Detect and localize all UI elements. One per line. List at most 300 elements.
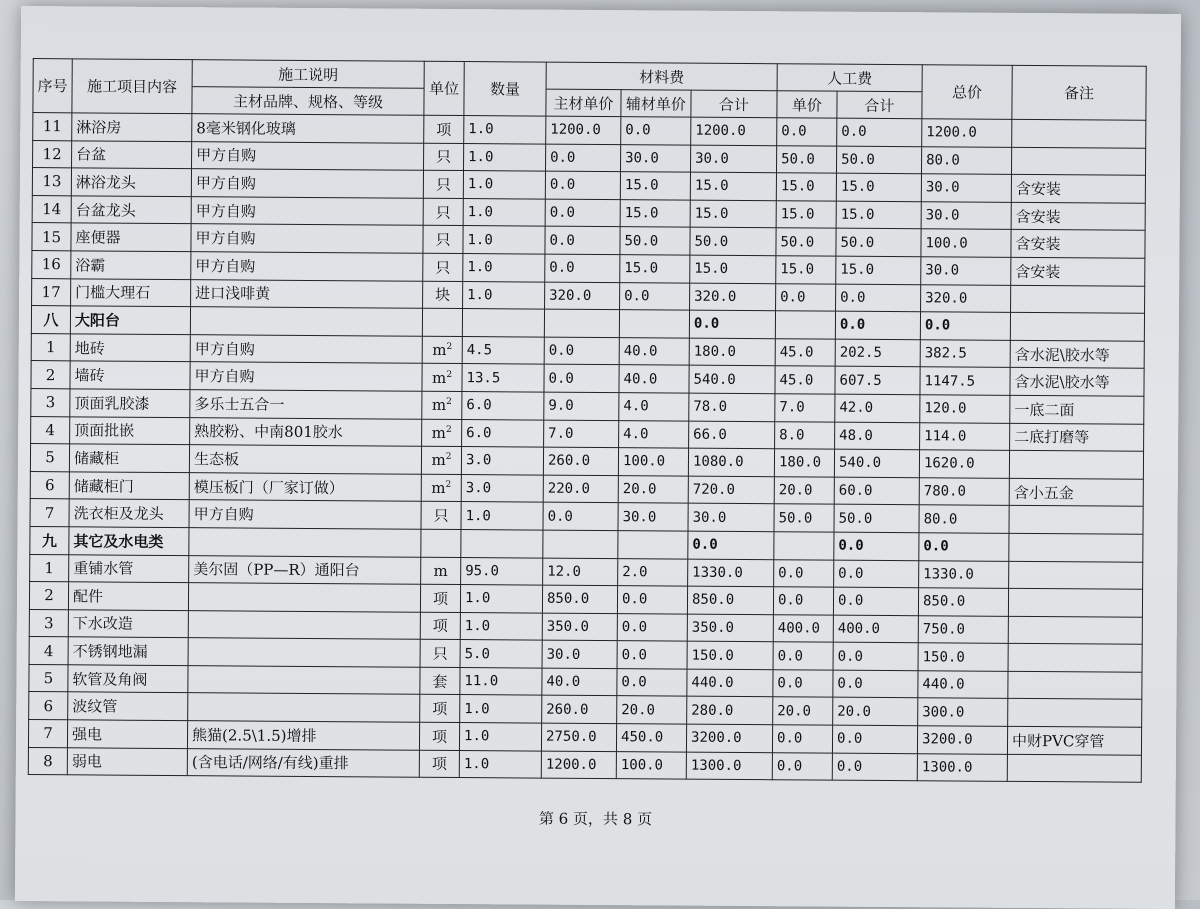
cell-remark — [1007, 754, 1141, 783]
cell-total-text: 1300.0 — [921, 759, 973, 776]
cell-total — [922, 146, 1012, 174]
cell-main-price — [543, 502, 618, 530]
cell-seq — [33, 113, 72, 141]
cell-unit-text: 套 — [432, 672, 448, 691]
cell-main-price — [542, 640, 617, 668]
cell-total — [919, 450, 1009, 478]
cell-main-price — [543, 530, 618, 558]
cell-qty-text: 1.0 — [467, 231, 493, 248]
cell-labor-price — [776, 201, 836, 229]
cell-seq-text: 8 — [43, 752, 53, 771]
header-labor: 人工费 — [777, 64, 922, 92]
cell-qty — [463, 226, 545, 254]
cell-unit — [420, 667, 460, 695]
cell-remark — [1008, 616, 1142, 645]
unit-superscript: 2 — [446, 369, 453, 380]
cell-main-price-text: 30.0 — [546, 646, 581, 663]
cell-total — [918, 615, 1008, 643]
cell-seq — [30, 444, 69, 472]
cell-labor-price-text: 8.0 — [779, 427, 805, 444]
cell-aux-price — [620, 255, 690, 283]
cell-labor-total-text: 20.0 — [837, 703, 872, 720]
cell-labor-price — [774, 532, 834, 560]
cell-seq-text: 4 — [43, 641, 54, 660]
cell-labor-total — [836, 284, 921, 312]
cell-material-total-text: 0.0 — [692, 536, 718, 554]
cell-total — [920, 339, 1010, 367]
cell-unit — [420, 584, 460, 612]
cell-remark — [1008, 644, 1142, 673]
cell-labor-price — [775, 421, 835, 449]
cell-total — [921, 257, 1011, 285]
cell-material-total-text: 1200.0 — [695, 122, 746, 140]
cell-material-total — [691, 117, 777, 145]
cell-qty-text: 95.0 — [465, 562, 499, 580]
cell-aux-price — [617, 696, 687, 724]
cell-aux-price — [616, 724, 686, 752]
cell-remark — [1011, 230, 1145, 259]
cell-material-total-text: 15.0 — [694, 260, 729, 278]
cell-desc — [191, 196, 423, 225]
cell-qty — [460, 695, 542, 723]
cell-labor-total — [835, 366, 920, 394]
page-number: 第 6 页，共 8 页 — [538, 809, 653, 829]
cell-unit-text: 项 — [436, 120, 452, 139]
cell-total-text: 80.0 — [926, 152, 960, 169]
cell-qty-text: 1.0 — [464, 618, 491, 635]
cell-main-price-text: 1200.0 — [550, 121, 601, 139]
cell-desc-text: 甲方自购 — [193, 505, 254, 524]
cell-item-text: 重铺水管 — [73, 559, 134, 579]
cell-main-price — [545, 254, 620, 282]
cell-seq-text: 17 — [41, 282, 61, 302]
cell-item-text: 强电 — [72, 725, 103, 744]
cell-desc-text: 多乐士五合一 — [194, 394, 285, 414]
cell-unit — [419, 750, 459, 778]
cell-desc-text: 模压板门（厂家订做） — [193, 477, 344, 497]
cell-desc-text: 甲方自购 — [194, 367, 255, 386]
cell-aux-price-text: 2.0 — [622, 563, 648, 581]
cell-item-text: 配件 — [72, 587, 104, 606]
cell-remark — [1010, 368, 1144, 397]
cell-labor-total — [834, 532, 919, 560]
cell-main-price — [544, 309, 619, 337]
cell-seq — [30, 499, 69, 527]
cell-material-total-text: 1330.0 — [692, 564, 743, 581]
cell-unit — [422, 308, 462, 336]
cell-qty — [461, 502, 543, 530]
cell-seq-text: 1 — [44, 558, 55, 578]
cell-seq-text: 1 — [45, 338, 56, 357]
cell-item-text: 墙砖 — [74, 366, 105, 385]
cell-labor-price — [776, 173, 836, 201]
cell-labor-price-text: 0.0 — [777, 592, 804, 609]
cell-labor-price-text: 0.0 — [781, 123, 807, 140]
unit-superscript: 2 — [445, 452, 452, 463]
cell-qty — [460, 667, 542, 695]
cell-labor-total-text: 50.0 — [840, 234, 875, 251]
cell-item — [69, 499, 189, 527]
cell-seq-text: 5 — [45, 448, 55, 467]
cell-remark — [1008, 671, 1142, 700]
cell-qty-text: 11.0 — [464, 673, 499, 690]
cell-labor-total-text: 540.0 — [838, 455, 882, 472]
cell-aux-price — [618, 503, 688, 531]
cell-material-total — [689, 338, 775, 366]
cell-main-price — [542, 668, 617, 696]
cell-unit — [423, 253, 463, 281]
cell-aux-price-text: 0.0 — [624, 288, 650, 305]
header-unit: 单位 — [424, 61, 464, 115]
cell-material-total-text: 15.0 — [694, 178, 729, 195]
cell-main-price — [545, 282, 620, 310]
cell-qty — [464, 143, 546, 171]
cell-item-text: 顶面批嵌 — [74, 421, 135, 441]
cell-labor-total — [835, 422, 920, 450]
cell-aux-price-text: 100.0 — [620, 757, 664, 774]
cell-item-text: 座便器 — [75, 228, 121, 247]
header-labor-total: 合计 — [837, 91, 922, 119]
cell-labor-price-text: 45.0 — [779, 344, 814, 361]
cell-aux-price — [619, 420, 689, 448]
cell-remark — [1008, 588, 1142, 617]
cell-qty-text: 5.0 — [464, 645, 490, 662]
cell-material-total-text: 320.0 — [694, 288, 737, 305]
cell-seq — [28, 747, 67, 775]
cell-material-total — [687, 586, 773, 614]
cell-seq — [32, 223, 71, 251]
cell-desc — [189, 555, 421, 584]
cell-unit-text: 只 — [435, 175, 451, 194]
cell-seq — [30, 471, 69, 499]
cell-labor-price-text: 7.0 — [779, 399, 805, 416]
cell-labor-total-text: 202.5 — [839, 344, 882, 362]
cell-qty — [463, 171, 545, 199]
cell-material-total — [690, 200, 776, 228]
cell-labor-total — [832, 753, 917, 781]
cell-main-price — [543, 447, 618, 475]
cell-total — [917, 726, 1007, 754]
cell-unit — [424, 143, 464, 171]
cell-labor-price-text: 0.0 — [777, 675, 803, 692]
cell-remark-text: 含小五金 — [1013, 483, 1074, 502]
cell-item-text: 储藏柜门 — [73, 476, 134, 496]
cell-labor-total — [835, 339, 920, 367]
cell-total-text: 1147.5 — [924, 372, 976, 390]
cell-qty — [461, 529, 543, 557]
header-remark: 备注 — [1012, 65, 1146, 120]
cell-labor-price — [776, 228, 836, 256]
cell-labor-total — [837, 118, 922, 146]
cell-seq — [32, 251, 71, 279]
cell-labor-total-text: 0.0 — [837, 675, 863, 693]
cell-qty — [462, 391, 544, 419]
cell-main-price-text: 320.0 — [549, 287, 592, 304]
cell-seq — [31, 416, 70, 444]
cell-item — [67, 720, 187, 748]
cell-main-price — [543, 558, 618, 586]
cell-total-text: 440.0 — [922, 676, 965, 693]
cell-unit — [422, 336, 462, 364]
cell-desc — [188, 693, 420, 722]
cell-item-text: 淋浴房 — [76, 118, 122, 137]
cell-material-total — [686, 752, 772, 780]
cell-material-total — [688, 476, 774, 504]
cell-labor-price-text: 180.0 — [778, 454, 822, 471]
cell-seq-text: 4 — [45, 420, 56, 440]
cell-desc — [191, 279, 423, 308]
cell-aux-price-text: 4.0 — [623, 426, 649, 443]
cell-item — [70, 389, 190, 417]
cell-labor-price — [774, 504, 834, 532]
header-item: 施工项目内容 — [72, 59, 192, 114]
cell-unit-text: m — [433, 561, 448, 580]
cell-labor-price — [775, 366, 835, 394]
cell-qty-text: 1.0 — [467, 176, 494, 193]
cell-qty-text: 1.0 — [464, 700, 490, 718]
cell-item-text: 弱电 — [71, 752, 102, 771]
cell-total — [918, 588, 1008, 616]
cell-unit-text: 只 — [435, 203, 451, 222]
cell-unit-text: 项 — [432, 617, 448, 636]
cell-desc — [190, 334, 422, 363]
unit-superscript: 2 — [446, 341, 453, 353]
cell-aux-price — [620, 227, 690, 255]
cell-qty — [461, 557, 543, 585]
cell-aux-price — [617, 641, 687, 669]
cell-seq — [30, 554, 69, 582]
cell-labor-price — [777, 118, 837, 146]
cell-labor-price-text: 20.0 — [778, 482, 813, 499]
cell-desc-text: 8毫米钢化玻璃 — [196, 118, 296, 138]
cell-seq-text: 7 — [44, 503, 55, 522]
cell-aux-price — [620, 172, 690, 200]
cell-unit-text: 只 — [436, 148, 452, 167]
cell-material-total-text: 78.0 — [693, 398, 728, 416]
cell-unit — [423, 198, 463, 226]
cell-unit — [423, 226, 463, 254]
cell-qty-text: 6.0 — [466, 424, 492, 442]
cell-total-text: 120.0 — [924, 400, 967, 417]
cell-total — [920, 422, 1010, 450]
cell-labor-total — [834, 504, 919, 532]
cell-aux-price — [620, 199, 690, 227]
cell-qty — [461, 447, 543, 475]
header-aux-price: 辅材单价 — [621, 90, 691, 117]
cell-qty — [463, 254, 545, 282]
cell-main-price — [545, 171, 620, 199]
cell-remark — [1011, 285, 1145, 314]
cell-total — [919, 477, 1009, 505]
cell-aux-price-text: 30.0 — [625, 150, 659, 167]
quote-sheet — [15, 6, 1181, 909]
cell-main-price — [542, 696, 617, 724]
cell-labor-total-text: 0.0 — [838, 565, 864, 582]
cell-remark — [1012, 147, 1146, 176]
cell-seq-text: 13 — [42, 172, 62, 191]
cell-item-text: 其它及水电类 — [73, 532, 164, 551]
cell-material-total — [686, 724, 772, 752]
cell-total — [920, 367, 1010, 395]
cell-desc — [188, 638, 420, 667]
cell-labor-price-text: 15.0 — [780, 178, 815, 195]
cell-unit — [423, 281, 463, 309]
cell-desc — [190, 362, 422, 391]
cell-item — [70, 361, 190, 389]
cell-seq — [32, 195, 71, 223]
cell-item — [72, 113, 192, 141]
cell-seq-text: 11 — [42, 117, 62, 136]
cell-qty — [461, 474, 543, 502]
cell-material-total — [690, 172, 776, 200]
cell-material-total — [688, 559, 774, 587]
cell-seq-text: 14 — [42, 200, 62, 219]
cell-material-total-text: 280.0 — [691, 702, 734, 719]
cell-item — [67, 747, 187, 775]
cell-labor-price — [776, 256, 836, 284]
quote-table — [28, 58, 1147, 783]
cell-labor-price-text: 0.0 — [778, 565, 804, 582]
cell-total — [919, 505, 1009, 533]
cell-unit — [420, 640, 460, 668]
cell-qty-text: 1.0 — [467, 204, 494, 221]
cell-aux-price-text: 40.0 — [623, 343, 658, 360]
cell-labor-price — [772, 725, 832, 753]
cell-aux-price — [617, 613, 687, 641]
cell-item — [70, 306, 190, 334]
cell-unit-text: 块 — [435, 286, 451, 305]
cell-labor-total-text: 50.0 — [838, 510, 873, 527]
cell-total-text: 750.0 — [922, 621, 966, 638]
cell-total — [920, 395, 1010, 423]
cell-remark — [1009, 450, 1143, 479]
cell-main-price-text: 260.0 — [546, 701, 589, 718]
cell-total-text: 100.0 — [925, 234, 968, 252]
cell-material-total-text: 1080.0 — [692, 454, 744, 471]
header-seq: 序号 — [33, 59, 72, 113]
cell-labor-price — [772, 752, 832, 780]
cell-seq — [32, 278, 71, 306]
cell-total-text: 150.0 — [922, 648, 965, 666]
cell-material-total-text: 50.0 — [694, 233, 729, 250]
cell-labor-price-text: 50.0 — [778, 509, 813, 527]
cell-desc-text: 美尔固（PP—R）通阳台 — [193, 560, 360, 580]
cell-main-price-text: 7.0 — [548, 425, 574, 442]
cell-main-price — [546, 144, 621, 172]
cell-seq-text: 3 — [44, 614, 54, 633]
cell-qty-text: 1.0 — [468, 121, 494, 138]
cell-qty-text: 1.0 — [464, 728, 490, 745]
header-material: 材料费 — [546, 62, 777, 91]
cell-main-price-text: 0.0 — [550, 149, 576, 166]
cell-unit-text: 只 — [433, 506, 449, 526]
cell-labor-total — [834, 477, 919, 505]
cell-desc — [192, 141, 424, 170]
cell-total — [921, 284, 1011, 312]
cell-labor-price — [775, 311, 835, 339]
cell-total — [919, 560, 1009, 588]
cell-labor-total-text: 15.0 — [840, 261, 875, 279]
cell-aux-price — [618, 531, 688, 559]
cell-qty-text: 6.0 — [466, 397, 492, 414]
cell-unit — [424, 115, 464, 143]
cell-aux-price — [617, 586, 687, 614]
cell-unit — [420, 612, 460, 640]
cell-item-text: 下水改造 — [72, 614, 133, 634]
cell-unit — [423, 170, 463, 198]
cell-seq — [28, 720, 67, 748]
cell-labor-price — [773, 697, 833, 725]
cell-aux-price — [619, 393, 689, 421]
cell-main-price-text: 0.0 — [549, 259, 575, 277]
cell-qty-text: 1.0 — [464, 590, 491, 607]
cell-item-text: 不锈钢地漏 — [72, 642, 148, 661]
cell-main-price — [541, 751, 616, 779]
cell-unit — [422, 391, 462, 419]
cell-total-text: 850.0 — [922, 593, 966, 610]
cell-remark — [1008, 699, 1142, 728]
cell-item-text: 淋浴龙头 — [75, 173, 137, 192]
cell-labor-price — [774, 476, 834, 504]
cell-unit-text: m — [431, 423, 446, 442]
cell-item-text: 门槛大理石 — [75, 283, 151, 303]
cell-material-total-text: 0.0 — [693, 316, 720, 333]
cell-aux-price-text: 450.0 — [621, 729, 664, 746]
cell-labor-total-text: 15.0 — [840, 179, 875, 196]
cell-total — [921, 229, 1011, 257]
cell-labor-total — [832, 725, 917, 753]
cell-labor-total — [833, 670, 918, 698]
cell-material-total-text: 180.0 — [693, 343, 736, 361]
cell-item — [68, 665, 188, 693]
cell-item — [68, 582, 188, 610]
cell-seq — [31, 361, 70, 389]
cell-aux-price-text: 20.0 — [622, 481, 657, 498]
cell-total-text: 80.0 — [923, 510, 958, 528]
cell-item — [71, 196, 191, 224]
cell-qty — [459, 723, 541, 751]
cell-labor-total — [834, 560, 919, 588]
cell-item — [71, 223, 191, 251]
cell-main-price-text: 40.0 — [546, 673, 581, 691]
cell-main-price-text: 0.0 — [547, 508, 573, 525]
cell-remark-text: 含安装 — [1015, 179, 1061, 199]
cell-labor-price-text: 0.0 — [777, 730, 803, 747]
cell-material-total — [687, 697, 773, 725]
cell-qty-text: 4.5 — [466, 342, 493, 359]
cell-material-total — [687, 614, 773, 642]
cell-seq-text: 5 — [43, 669, 54, 688]
cell-aux-price-text: 100.0 — [622, 453, 666, 470]
cell-total — [919, 533, 1009, 561]
cell-total — [917, 753, 1007, 781]
cell-remark — [1010, 313, 1144, 342]
cell-qty — [460, 585, 542, 613]
cell-aux-price — [618, 475, 688, 503]
cell-labor-total-text: 0.0 — [837, 731, 863, 748]
header-material-total: 合计 — [691, 90, 777, 118]
cell-aux-price-text: 4.0 — [623, 398, 649, 415]
cell-qty-text: 1.0 — [467, 286, 493, 304]
cell-main-price — [544, 337, 619, 365]
cell-remark-text: 二底打磨等 — [1014, 428, 1090, 447]
cell-seq-text: 16 — [41, 255, 61, 274]
cell-labor-total — [834, 449, 919, 477]
cell-seq — [31, 333, 70, 361]
cell-remark — [1011, 257, 1145, 286]
cell-remark — [1012, 119, 1146, 148]
cell-total-text: 30.0 — [925, 262, 960, 279]
